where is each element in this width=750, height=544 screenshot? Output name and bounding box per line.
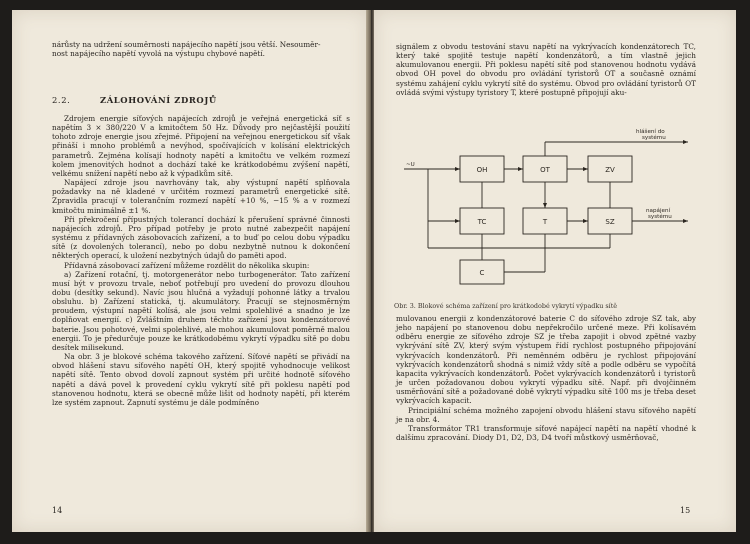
top-signal-label-2: systému xyxy=(642,135,666,141)
block-label: OH xyxy=(476,166,488,174)
left-top-text xyxy=(52,40,350,58)
left-paragraph: Zdrojem energie síťových napájecích zdrojů je veřejná energetická síť s napětím 3 × 380/220 V a kmitočtem 50 Hz. Důvody pro nejčastější použití tohoto zdroje energie jsou zřejmé. Připojení na veřejnou energetickou síť však přináší i mnoho problémů a nevýhod, spočívajících v kolísání elektrických parametrů. Zejména kolísají hodnoty napětí a kmitočtu ve velkém rozmezí kolem jmenovitých hodnot a dochází také ke krátkodobému zvýšení napětí, velkému snížení napětí nebo až k výpadkům sítě. xyxy=(52,114,350,178)
top-signal-label-1: hlášení do xyxy=(636,129,665,135)
left-paragraph: Při překročení přípustných tolerancí dochází k přerušení správné činnosti napájecích zdrojů. Pro případ potřeby je proto nutné zabezpečit napájení systému z přídavných zásobovacích zařízení, a to buď po celou dobu výpadku sítě (z dovolených tolerancí), nebo po dobu nezbytně nutnou k dokončení některých operací, k uložení nezbytných údajů do paměti apod. xyxy=(52,214,350,261)
right-page xyxy=(374,10,736,532)
right-paragraph: Transformátor TR1 transformuje síťové napájecí napětí na napětí vhodné k dalšímu zpracování. Diody D1, D2, D3, D4 tvoří můstkový usměrňovač, xyxy=(396,423,696,443)
block-label: ZV xyxy=(605,166,615,174)
right-top-text xyxy=(396,42,696,97)
left-page xyxy=(12,10,368,532)
block-diagram xyxy=(398,128,704,298)
right-paragraph: Principiální schéma možného zapojení obvodu hlášení stavu síťového napětí je na obr. 4. xyxy=(396,405,696,424)
left-paragraph: Napájecí zdroje jsou navrhovány tak, aby výstupní napětí splňovala požadavky na ně kladené v určitém rozmezí parametrů energetické sítě. Zpravidla pracují v tolerančním rozmezí napětí +10 %, −15 % a v rozmezí kmitočtu minimálně ±1 %. xyxy=(52,178,350,215)
page-number-left: 14 xyxy=(52,506,63,515)
output-label-2: systému xyxy=(648,214,672,220)
block-label: SZ xyxy=(605,218,615,226)
right-body-text xyxy=(396,314,696,442)
left-top-line-2: nost napájecího napětí vyvolá na výstupu chybové napětí. xyxy=(52,49,265,59)
section-heading xyxy=(52,95,350,105)
page-number-right: 15 xyxy=(680,506,691,515)
output-label-1: napájení xyxy=(646,208,671,214)
right-paragraph: mulovanou energii z kondenzátorové baterie C do síťového zdroje SZ tak, aby jeho napájení po stanovenou dobu nepřekročilo určené meze. Při kolísavém odběru energie ze síťového zdroje SZ je třeba zapojit i obvod zpětné vazby vykrývání sítě ZV, který svým výstupem řídí rychlost postupného připojování vykrývacích kondenzátorů. Při neměnném odběru je rychlost připojování vykrývacích kondenzátorů shodná s nimiž vždy sítě a podle odběru se vypočítá kapacita vykrývacích kondenzátorů. Počet vykrývacích kondenzátorů i tyristorů je určen požadovanou dobou vykrytí výpadku sítě. Např. při dvojčinném usměrňování sítě a požadované době vykrytí výpadku sítě 100 ms je třeba deset vykrývacích kapacit. xyxy=(396,314,696,406)
left-body-text xyxy=(52,114,350,407)
left-paragraph: a) Zařízení rotační, tj. motorgenerátor nebo turbogenerátor. Tato zařízení musí být v provozu trvale, neboť potřebují pro uvedení do provozu dlouhou dobu (desítky sekund). Navíc jsou hlučná a vyžadují pohonné látky a trvalou obsluhu. b) Zařízení statická, tj. akumulátory. Pracují se stejnosměrným proudem, výstupní napětí kolísá, ale jsou velmi spolehlivé a snadno je lze doplňovat energií. c) Zvláštním druhem těchto zařízení jsou kondenzátorové baterie. Jsou pohotové, velmi spolehlivé, ale mohou akumulovat poměrně malou energii. To je předurčuje pouze ke krátkodobému vykrytí výpadku sítě po dobu desítek milisekund. xyxy=(52,269,350,352)
left-paragraph: Přídavná zásobovací zařízení můžeme rozdělit do několika skupin: xyxy=(64,260,310,270)
right-top-paragraph: signálem z obvodu testování stavu napětí na vykrývacích kondenzátorech TC, který také spojitě testuje napětí kondenzátorů, a tím vlastně jejich akumulovanou energii. Při poklesu napětí sítě pod stanovenou hodnotu vydává obvod OH povel do obvodu pro ovládání tyristorů OT a současně oznámí systému zahájení cyklu vykrytí sítě do systému. Obvod pro ovládání tyristorů OT ovládá svými výstupy tyristory T, které postupně připojují aku- xyxy=(396,42,696,97)
figure-caption: Obr. 3. Blokové schéma zařízení pro krátkodobé vykrytí výpadku sítě xyxy=(394,302,618,310)
input-label: ~U xyxy=(406,162,415,168)
block-label: TC xyxy=(477,218,487,226)
left-paragraph: Na obr. 3 je blokové schéma takového zařízení. Síťové napětí se přivádí na obvod hlášení stavu síťového napětí OH, který spojitě vyhodnocuje velikost napětí sítě. Tento obvod dovolí zapnout systém při určité hodnotě síťového napětí a dává povel k provedení cyklu vykrytí sítě při poklesu napětí pod stanovenou hodnotu, která se obecně může lišit od hodnoty napětí, při kterém lze systém zapnout. Zapnutí systému je dále podmíněno xyxy=(52,352,350,407)
section-number: 2.2. xyxy=(52,95,71,105)
left-top-line-1: nárůsty na udržení souměrnosti napájecího napětí jsou větší. Nesouměr- xyxy=(52,40,321,49)
block-label: T xyxy=(542,218,548,226)
block-label: C xyxy=(479,269,485,277)
block-label: OT xyxy=(540,166,550,174)
section-title: ZÁLOHOVÁNÍ ZDROJŮ xyxy=(100,95,217,105)
